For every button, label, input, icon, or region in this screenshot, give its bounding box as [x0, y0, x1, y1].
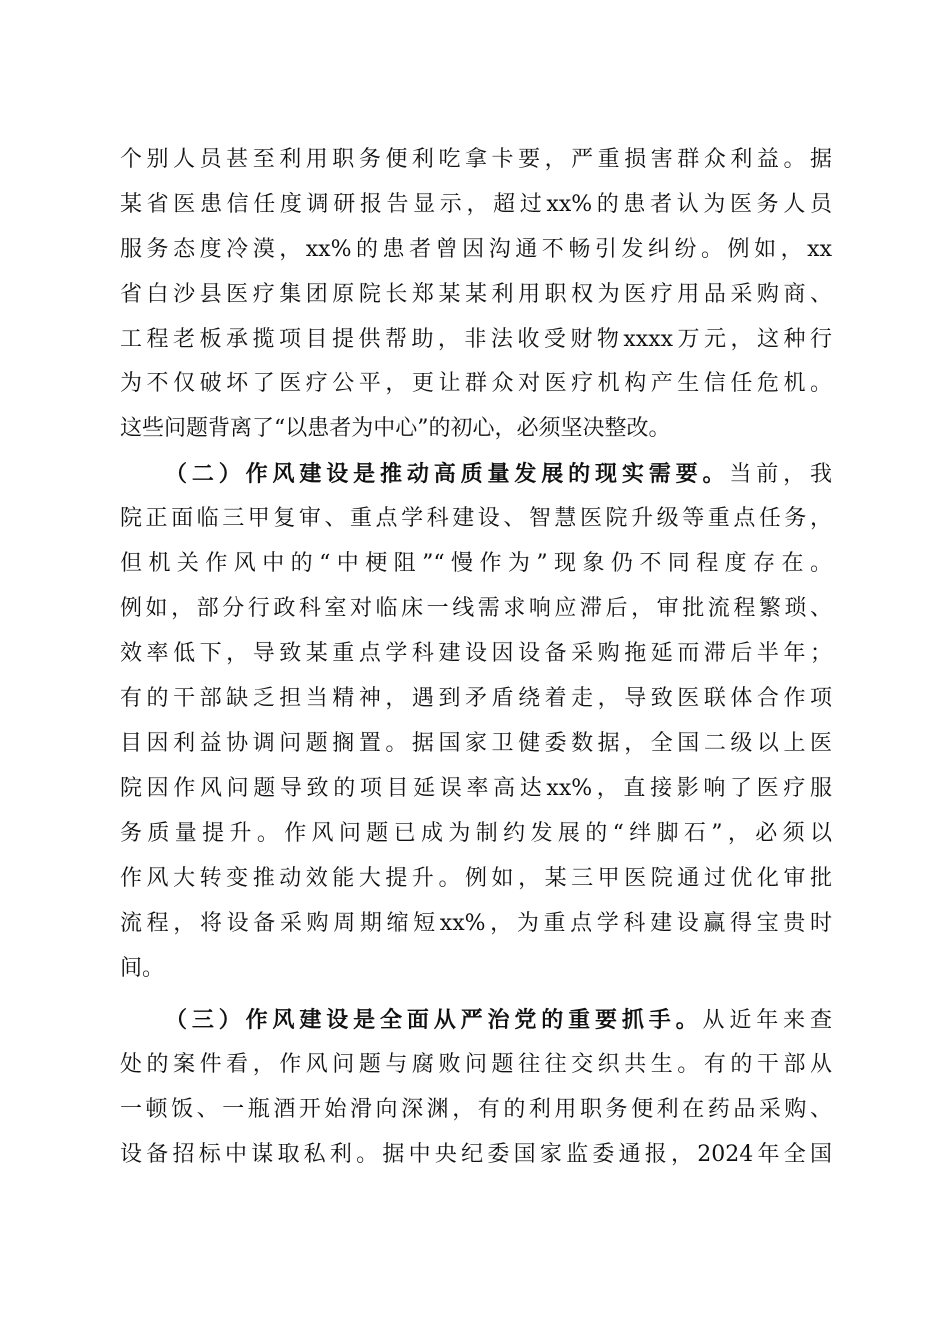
paragraph-3-line-1	[165, 1000, 832, 1040]
paragraph-1-line-7: 这些问题背离了“以患者为中心”的初心，必须坚决整改。	[120, 416, 671, 441]
paragraph-2-line-7: 目因利益协调问题搁置。据国家卫健委数据，全国二级以上医	[120, 731, 832, 756]
paragraph-2-line-10: 作风大转变推动效能大提升。例如，某三甲医院通过优化审批	[120, 866, 832, 891]
paragraph-2-line-8: 院因作风问题导致的项目延误率高达xx%，直接影响了医疗服	[120, 776, 832, 801]
paragraph-3-heading: （三）作风建设是全面从严治党的重要抓手。	[165, 1007, 703, 1033]
paragraph-2-line-11: 流程，将设备采购周期缩短xx%，为重点学科建设赢得宝贵时	[120, 911, 832, 936]
paragraph-1-line-4: 省白沙县医疗集团原院长郑某某利用职权为医疗用品采购商、	[120, 282, 832, 307]
paragraph-3-line-4: 设备招标中谋取私利。据中央纪委国家监委通报，2024年全国	[120, 1142, 832, 1167]
paragraph-1-line-1: 个别人员甚至利用职务便利吃拿卡要，严重损害群众利益。据	[120, 147, 832, 172]
paragraph-2-line-12: 间。	[120, 956, 165, 981]
paragraph-2-line-5: 效率低下，导致某重点学科建设因设备采购拖延而滞后半年；	[120, 641, 832, 666]
paragraph-3-line-3: 一顿饭、一瓶酒开始滑向深渊，有的利用职务便利在药品采购、	[120, 1097, 832, 1122]
paragraph-2-line-1	[165, 454, 832, 494]
paragraph-1-line-3: 服务态度冷漠，xx%的患者曾因沟通不畅引发纠纷。例如，xx	[120, 237, 832, 262]
paragraph-2-line-6: 有的干部缺乏担当精神，遇到矛盾绕着走，导致医联体合作项	[120, 686, 832, 711]
paragraph-2-line-4: 例如，部分行政科室对临床一线需求响应滞后，审批流程繁琐、	[120, 596, 832, 621]
paragraph-3-line-1-text: 从近年来查	[702, 1008, 832, 1033]
paragraph-2-line-1-text: 当前，我	[729, 462, 832, 487]
paragraph-1-line-5: 工程老板承揽项目提供帮助，非法收受财物xxxx万元，这种行	[120, 327, 832, 352]
paragraph-2-heading: （二）作风建设是推动高质量发展的现实需要。	[165, 461, 730, 487]
paragraph-2-line-3: 但机关作风中的“中梗阻”“慢作为”现象仍不同程度存在。	[120, 551, 832, 576]
paragraph-1-line-2: 某省医患信任度调研报告显示，超过xx%的患者认为医务人员	[120, 192, 832, 217]
paragraph-2-line-2: 院正面临三甲复审、重点学科建设、智慧医院升级等重点任务，	[120, 506, 832, 531]
paragraph-1-line-6: 为不仅破坏了医疗公平，更让群众对医疗机构产生信任危机。	[120, 371, 832, 396]
paragraph-2-line-9: 务质量提升。作风问题已成为制约发展的“绊脚石”，必须以	[120, 821, 832, 846]
paragraph-3-line-2: 处的案件看，作风问题与腐败问题往往交织共生。有的干部从	[120, 1052, 832, 1077]
